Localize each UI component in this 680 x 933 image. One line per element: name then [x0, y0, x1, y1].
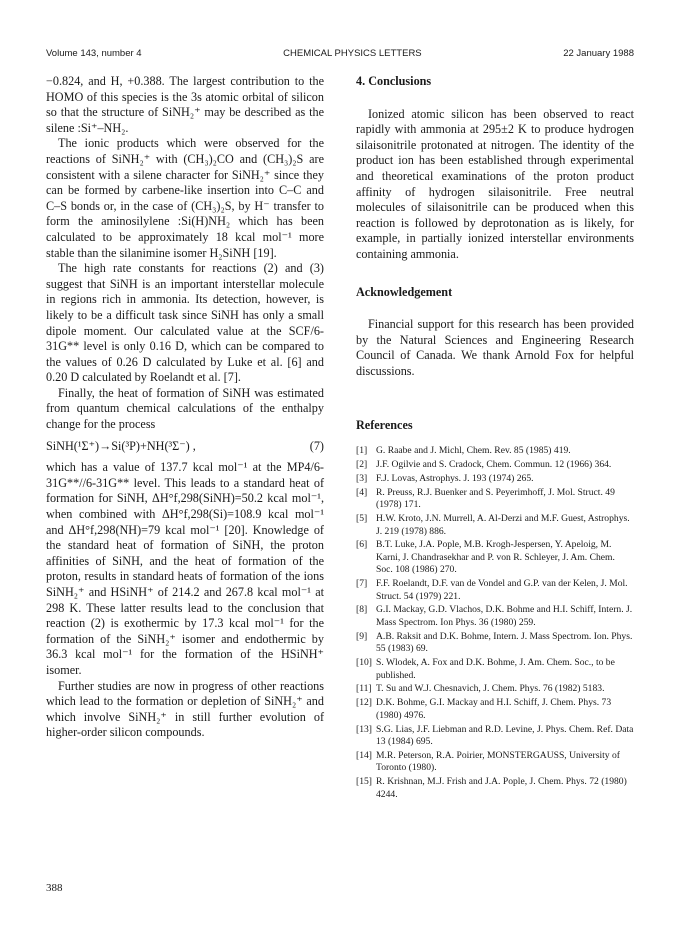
reference-text: R. Preuss, R.J. Buenker and S. Peyerimhoff, J. Mol. Struct. 49 (1978) 171.	[376, 486, 615, 511]
reference-number: [12]	[356, 697, 372, 709]
reference-text: A.B. Raksit and D.K. Bohme, Intern. J. Mass Spectrom. Ion. Phys. 55 (1983) 69.	[376, 630, 633, 655]
reference-number: [13]	[356, 723, 372, 735]
right-column	[356, 74, 634, 803]
body-paragraph: Further studies are now in progress of other reactions which lead to the formation or depletion of SiNH₂⁺ and which involve SiNH₂⁺ in still further evolution of higher-order silicon compounds.	[46, 678, 324, 740]
equation-number: (7)	[309, 438, 324, 453]
body-paragraph: which has a value of 137.7 kcal mol⁻¹ at the MP4/6-31G**//6-31G** level. This leads to a standard heat of formation for SiNH, ΔH°f,298(SiNH)=50.2 kcal mol⁻¹, when combined with ΔH°f,298(Si)=108.9 kcal mol⁻¹ and ΔH°f,298(NH)=79 kcal mol⁻¹ [20]. Knowledge of the standard heat of formation of SiNH, the proton affinities of SiNH, and the heat of formation of the proton, results in standard heats of formation of the ions SiNH₂⁺ and HSiNH⁺ of 214.2 and 267.8 kcal mol⁻¹ at 298 K. These latter results lead to the conclusion that reaction (2) is exothermic by 17.3 kcal mol⁻¹ for the formation of the SiNH₂⁺ isomer and endothermic by 36.3 kcal mol⁻¹ for the formation of the HSiNH⁺ isomer.	[46, 460, 324, 677]
reference-item	[356, 445, 634, 457]
reference-number: [10]	[356, 657, 372, 669]
reference-number: [8]	[356, 604, 368, 616]
body-paragraph: The ionic products which were observed for the reactions of SiNH₂⁺ with (CH₃)₂CO and (CH₃)₂S are consistent with a silene character for SiNH₂⁺ since they can be formed by carbene-like insertion into C–C and C–S bonds or, in the case of (CH₃)₂S, by H⁻ transfer to form the aminosilylene :Si(H)NH₂ which has been calculated to be approximately 18 kcal mol⁻¹ more stable than the silanimine isomer H₂SiNH [19].	[46, 136, 324, 260]
body-paragraph: The high rate constants for reactions (2) and (3) suggest that SiNH is an important interstellar molecule in regions rich in ammonia. Its detection, however, is likely to be a difficult task since SiNH has only a small dipole moment. Our calculated value at the SCF/6-31G** level is only 0.16 D, which can be compared to the values of 0.26 D calculated by Luke et al. [6] and 0.20 D calculated by Roelandt et al. [7].	[46, 261, 324, 385]
running-head	[46, 46, 634, 60]
reference-text: S.G. Lias, J.F. Liebman and R.D. Levine, J. Phys. Chem. Ref. Data 13 (1984) 695.	[376, 723, 634, 748]
reference-text: S. Wlodek, A. Fox and D.K. Bohme, J. Am. Chem. Soc., to be published.	[376, 657, 615, 681]
reference-text: R. Krishnan, M.J. Frish and J.A. Pople, J. Chem. Phys. 72 (1980) 4244.	[376, 776, 627, 800]
reference-text: F.F. Roelandt, D.F. van de Vondel and G.P. van der Kelen, J. Mol. Struct. 54 (1979) 221.	[376, 578, 628, 602]
reference-list	[356, 445, 634, 801]
reference-number: [3]	[356, 472, 368, 484]
reference-number: [7]	[356, 578, 368, 590]
reference-item	[356, 657, 634, 682]
reference-text: B.T. Luke, J.A. Pople, M.B. Krogh-Jespersen, Y. Apeloig, M. Karni, J. Chandrasekhar and P. von R. Schleyer, J. Am. Chem. Soc. 108 (1986) 270.	[376, 539, 615, 576]
reference-item	[356, 604, 634, 629]
reference-item	[356, 631, 634, 656]
issue-date: 22 January 1988	[563, 47, 634, 59]
left-column	[46, 74, 324, 741]
conclusions-paragraph: Ionized atomic silicon has been observed to react rapidly with ammonia at 295±2 K to produce hydrogen silaisonitrile protonated at nitrogen. The identity of the product ion has been established through experimental and theoretical examinations of the proton product affinity of hydrogen silaisonitrile. Free neutral molecules of silaisonitrile can be produced when this reaction is followed by deprotonation as is likely, for example, in partially ionized interstellar environments containing ammonia.	[356, 106, 634, 261]
reference-text: F.J. Lovas, Astrophys. J. 193 (1974) 265.	[376, 472, 534, 484]
reference-item	[356, 487, 634, 512]
equation-text: SiNH(¹Σ⁺)→Si(³P)+NH(³Σ⁻) ,	[46, 438, 196, 453]
reference-item	[356, 473, 634, 485]
reference-text: G.I. Mackay, G.D. Vlachos, D.K. Bohme and H.I. Schiff, Intern. J. Mass Spectrom. Ion Phys. 36 (1980) 259.	[376, 604, 633, 628]
reference-item	[356, 459, 634, 471]
reference-text: M.R. Peterson, R.A. Poirier, MONSTERGAUSS, University of Toronto (1980).	[376, 749, 620, 774]
reference-item	[356, 724, 634, 749]
reference-number: [4]	[356, 486, 368, 498]
journal-title: CHEMICAL PHYSICS LETTERS	[283, 47, 422, 59]
reference-text: G. Raabe and J. Michl, Chem. Rev. 85 (1985) 419.	[376, 445, 571, 457]
reference-number: [14]	[356, 749, 372, 761]
reference-item	[356, 539, 634, 576]
reference-number: [1]	[356, 445, 368, 457]
references-heading: References	[356, 417, 413, 432]
reference-item	[356, 697, 634, 722]
reference-number: [6]	[356, 539, 368, 551]
reference-text: H.W. Kroto, J.N. Murrell, A. Al-Derzi and M.F. Guest, Astrophys. J. 219 (1978) 886.	[376, 513, 630, 537]
reference-number: [5]	[356, 513, 368, 525]
reference-item	[356, 578, 634, 603]
body-paragraph: Finally, the heat of formation of SiNH was estimated from quantum chemical calculations of the enthalpy change for the process	[46, 385, 324, 432]
reference-text: D.K. Bohme, G.I. Mackay and H.I. Schiff, J. Chem. Phys. 73 (1980) 4976.	[376, 697, 612, 721]
reference-item	[356, 750, 634, 775]
reference-number: [15]	[356, 776, 372, 788]
reference-item	[356, 513, 634, 538]
equation-7	[46, 439, 324, 455]
reference-text: J.F. Ogilvie and S. Cradock, Chem. Commun. 12 (1966) 364.	[376, 459, 612, 470]
reference-item	[356, 776, 634, 801]
reference-item	[356, 683, 634, 695]
page-number: 388	[46, 882, 63, 894]
body-paragraph: −0.824, and H, +0.388. The largest contribution to the HOMO of this species is the 3s atomic orbital of silicon so that the structure of SiNH₂⁺ may be described as the silene :Si⁺–NH₂.	[46, 74, 324, 135]
acknowledgement-heading: Acknowledgement	[356, 284, 453, 299]
reference-text: T. Su and W.J. Chesnavich, J. Chem. Phys. 76 (1982) 5183.	[376, 683, 605, 695]
volume-label: Volume 143, number 4	[46, 47, 142, 59]
acknowledgement-paragraph: Financial support for this research has been provided by the Natural Sciences and Engineering Research Council of Canada. We thank Arnold Fox for helpful discussions.	[356, 317, 634, 378]
reference-number: [9]	[356, 630, 368, 642]
reference-number: [2]	[356, 459, 368, 470]
reference-number: [11]	[356, 683, 372, 695]
conclusions-heading: 4. Conclusions	[356, 74, 432, 88]
